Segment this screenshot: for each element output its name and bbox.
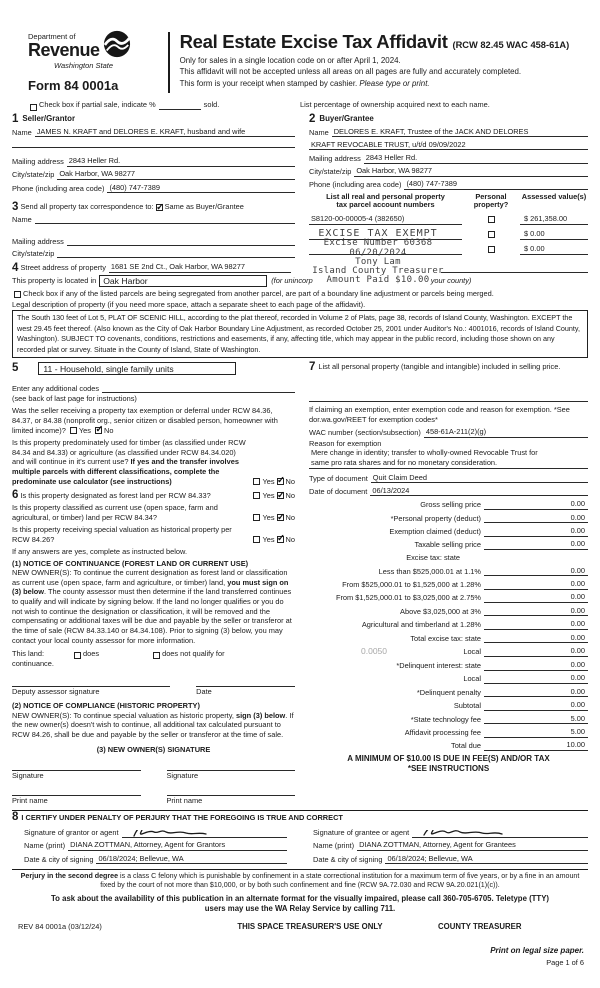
legal-description-box[interactable]: The South 130 feet of Lot 5, PLAT OF SCENIC HILL, according to the plat thereof, recorded in Volume 2 of Plats, page 38, records of Island County, Washington. EXCEPT the west 29.45 feet thereof. (Also known as the City of Oak Harbor Boundary Line Adjustment, as recorded October 25, 2001 under Auditor's No.: 4001016, records of Island County, Washington). SUBJECT TO covenants, conditions, restrictions and easements, if any, affecting title, which may appear in the public record, including those shown on any recorded plat or survey. Situate in the County of Island, State of Washington. xyxy=(12,310,588,358)
same-as-buyer-label: Same as Buyer/Grantee xyxy=(164,202,244,212)
dor-swirl-icon xyxy=(103,30,131,61)
deputy-date-line[interactable] xyxy=(196,678,295,687)
title-block xyxy=(180,30,570,95)
county-treasurer-label: COUNTY TREASURER xyxy=(438,921,522,931)
street-address-label: Street address of property xyxy=(20,263,106,273)
money-row: Above $3,025,000 at 3% 0.00 xyxy=(309,606,588,617)
header-note-3: This form is your receipt when stamped by cashier. Please type or print. xyxy=(179,79,430,89)
signature-caption: Signature xyxy=(12,771,44,781)
money-row: *Delinquent interest: state 0.00 xyxy=(309,660,588,671)
corr-name-field[interactable] xyxy=(35,216,295,224)
does-label: does xyxy=(83,649,100,659)
type-of-document-label: Type of document xyxy=(309,473,368,483)
section-8 xyxy=(12,810,588,864)
buyer-phone-field[interactable]: (480) 747-7389 xyxy=(404,179,588,190)
money-row: Subtotal 0.00 xyxy=(309,700,588,711)
grantee-name-print-field[interactable]: DIANA ZOTTMAN, Attorney, Agent for Grantees xyxy=(357,840,588,851)
current-use-no-checkbox[interactable] xyxy=(277,514,284,521)
notice-compliance-title: (2) NOTICE OF COMPLIANCE (HISTORIC PROPERTY) xyxy=(12,701,200,711)
section-7-number: 7 xyxy=(309,361,316,374)
if-yes-note: If any answers are yes, complete as instructed below. xyxy=(12,546,187,556)
personal-property-col-header: Personal property? xyxy=(473,191,509,210)
grantee-signing-block xyxy=(313,826,588,864)
money-row: From $525,000.01 to $1,525,000 at 1.28% 0.00 xyxy=(309,579,588,590)
deputy-date-label: Date xyxy=(196,687,212,697)
signature-caption: Signature xyxy=(166,771,199,781)
ownership-note: List percentage of ownership acquired next to each name. xyxy=(300,100,490,110)
subtotal-field[interactable]: 0.00 xyxy=(484,700,588,711)
seller-mailing-label: Mailing address xyxy=(12,157,64,167)
assessed-value-col-header: Assessed value(s) xyxy=(521,191,587,201)
does-not-qualify-checkbox[interactable] xyxy=(153,652,160,659)
parcel-col-header: List all real and personal property tax parcel account numbers xyxy=(326,191,445,210)
forest-no-checkbox[interactable] xyxy=(277,492,284,499)
owner-print-name-line-1[interactable] xyxy=(12,787,141,796)
correspondence-label: Send all property tax correspondence to: xyxy=(20,202,154,212)
money-row: *Personal property (deduct) 0.00 xyxy=(309,513,588,524)
grantor-signing-block xyxy=(12,826,287,864)
parcel-number-field[interactable]: S8120-00-00005-4 (382650) xyxy=(309,214,462,225)
personal-property-checkbox-1[interactable] xyxy=(488,216,495,223)
corr-city-label: City/state/zip xyxy=(12,248,55,258)
deferral-question: Was the seller receiving a property tax exemption or deferral under RCW 84.36, 84.37, or 84.38 (nonprofit org., senior citizen or disabled person, homeowner with limited income)? Yes ✓ No xyxy=(12,406,295,435)
seller-name-field-2[interactable] xyxy=(12,140,295,148)
same-as-buyer-checkbox[interactable] xyxy=(156,204,163,211)
dept-of-label: Department of xyxy=(28,32,76,42)
money-row: Total excise tax: state 0.00 xyxy=(309,633,588,644)
tier1-field[interactable]: 0.00 xyxy=(484,566,588,577)
notice-continuance-title: (1) NOTICE OF CONTINUANCE (FOREST LAND OR CURRENT USE) xyxy=(12,558,249,568)
assessed-value-field[interactable]: $ 0.00 xyxy=(520,244,588,255)
delinquent-interest-state-field[interactable]: 0.00 xyxy=(484,660,588,671)
assessed-value-field[interactable]: $ 261,358.00 xyxy=(520,214,588,225)
segregated-label: Check box if any of the listed parcels are being segregated from another parcel, are part of a boundary line adjustment or parcels being merged. xyxy=(23,288,494,298)
print-name-caption: Print name xyxy=(166,795,203,805)
grantee-date-city-field[interactable]: 06/18/2024; Bellevue, WA xyxy=(385,854,588,865)
personal-property-deduct-field[interactable]: 0.00 xyxy=(484,513,588,524)
stamp-amount-paid: Amount Paid $10.00 xyxy=(326,275,430,286)
money-row: *Delinquent penalty 0.00 xyxy=(309,687,588,698)
exemption-claimed-field[interactable]: 0.00 xyxy=(484,526,588,537)
print-legal-note: Print on legal size paper. xyxy=(490,946,584,955)
deputy-assessor-label: Deputy assessor signature xyxy=(12,687,100,697)
stamp-date: 06/20/2024 xyxy=(349,247,407,258)
deferral-no-checkbox[interactable] xyxy=(95,427,102,434)
tier3-field[interactable]: 0.00 xyxy=(484,592,588,603)
additional-codes-field[interactable] xyxy=(102,385,295,393)
seller-phone-label: Phone (including area code) xyxy=(12,183,105,193)
washington-state-label: Washington State xyxy=(54,60,114,70)
certify-statement: I CERTIFY UNDER PENALTY OF PERJURY THAT THE FOREGOING IS TRUE AND CORRECT xyxy=(21,813,343,823)
personal-property-list-field[interactable] xyxy=(309,394,588,402)
grantee-signature-label: Signature of grantee or agent xyxy=(313,828,410,838)
section-4-number: 4 xyxy=(12,261,19,274)
delinquent-penalty-field[interactable]: 0.00 xyxy=(484,687,588,698)
tier2-field[interactable]: 0.00 xyxy=(484,579,588,590)
money-row: Affidavit processing fee 5.00 xyxy=(309,727,588,738)
seller-phone-field[interactable]: (480) 747-7389 xyxy=(107,183,295,194)
corr-mailing-field[interactable] xyxy=(67,238,295,246)
land-use-code-box[interactable]: 11 - Household, single family units xyxy=(38,362,236,375)
parcel-row xyxy=(309,214,588,225)
exemption-note: If claiming an exemption, enter exemption code and reason for exemption. *See dor.wa.gov/REET for exemption codes* xyxy=(309,405,570,425)
seller-name-field[interactable]: JAMES N. KRAFT and DELORES E. KRAFT, husband and wife xyxy=(35,127,295,138)
wac-number-label: WAC number (section/subsection) xyxy=(309,428,421,438)
local-rate-ghost: 0.0050 xyxy=(361,646,387,657)
header-note-1: Only for sales in a single location code on or after April 1, 2024. xyxy=(179,55,401,65)
corr-mailing-label: Mailing address xyxy=(12,236,64,246)
seller-mailing-field[interactable]: 2843 Heller Rd. xyxy=(67,156,295,167)
located-in-box[interactable]: Oak Harbor xyxy=(99,275,267,287)
print-note-block xyxy=(490,946,584,968)
owner-print-name-line-2[interactable] xyxy=(167,787,296,796)
money-row: Local 0.00 xyxy=(309,673,588,684)
corr-name-label: Name xyxy=(12,214,32,224)
see-back-note: (see back of last page for instructions) xyxy=(12,394,137,404)
tier4-field[interactable]: 0.00 xyxy=(484,606,588,617)
header-divider xyxy=(168,32,170,93)
money-row: Gross selling price 0.00 xyxy=(309,499,588,510)
grantor-signature-field[interactable] xyxy=(122,830,288,838)
section-5-number: 5 xyxy=(12,362,19,375)
alternate-format-note: To ask about the availability of this publication in an alternate format for the visually impaired, please call 360-705-6705. Teletype (TTY) users may use the WA Relay Service by calling 711. xyxy=(51,893,549,913)
street-address-field[interactable]: 1681 SE 2nd Ct., Oak Harbor, WA 98277 xyxy=(109,262,291,273)
money-row: From $1,525,000.01 to $3,025,000 at 2.75% 0.00 xyxy=(309,592,588,603)
grantee-signature-field[interactable] xyxy=(412,830,588,838)
partial-sale-label: Check box if partial sale, indicate % xyxy=(39,100,156,110)
local-tax-row: 0.0050 Local 0.00 xyxy=(309,646,588,657)
seller-city-label: City/state/zip xyxy=(12,170,55,180)
unincorp-note-left: (for unincorp xyxy=(271,275,313,285)
historic-yes-checkbox[interactable] xyxy=(253,536,260,543)
state-technology-fee-field[interactable]: 5.00 xyxy=(484,714,588,725)
grantee-name-print-label: Name (print) xyxy=(313,841,355,851)
buyer-mailing-label: Mailing address xyxy=(309,153,361,163)
predominate-no-checkbox[interactable] xyxy=(277,478,284,485)
parcel-number-field[interactable] xyxy=(309,254,462,255)
partial-sale-row xyxy=(28,100,588,110)
date-of-document-label: Date of document xyxy=(309,486,368,496)
exemption-reason-line-1[interactable]: Mere change in identity; transfer to wholly-owned Revocable Trust for xyxy=(311,448,538,458)
see-instructions-note: *SEE INSTRUCTIONS xyxy=(407,764,490,774)
current-use-yes-checkbox[interactable] xyxy=(253,514,260,521)
section-2-number: 2 xyxy=(309,112,316,125)
seller-city-field[interactable]: Oak Harbor, WA 98277 xyxy=(57,169,295,180)
sold-label: sold. xyxy=(203,100,220,110)
owner-signature-line-1[interactable] xyxy=(12,762,141,771)
this-land-label: This land: xyxy=(12,649,45,659)
legal-description-label: Legal description of property (if you need more space, attach a separate sheet to each page of the affidavit). xyxy=(12,299,366,309)
date-of-document-field[interactable]: 06/13/2024 xyxy=(370,486,588,497)
footer xyxy=(12,869,588,932)
section-1-number: 1 xyxy=(12,112,19,125)
stamp-exempt-line: EXCISE TAX EXEMPT xyxy=(318,228,438,239)
rev-form-id: REV 84 0001a (03/12/24) xyxy=(18,921,102,931)
additional-codes-label: Enter any additional codes xyxy=(12,383,100,393)
partial-sale-checkbox[interactable] xyxy=(30,104,37,111)
continuance-label: continuance. xyxy=(12,658,54,668)
form-header xyxy=(12,30,588,95)
parcel-table-header xyxy=(309,193,588,210)
parcel-row xyxy=(309,244,588,255)
local-tax-field[interactable]: 0.00 xyxy=(484,646,588,657)
form-number: Form 84 0001a xyxy=(28,78,119,94)
notice-continuance-body: NEW OWNER(S): To continue the current designation as forest land or classification as current use (open space, farm and agriculture, or timber) land, you must sign on (3) below. The county assessor must then determine if the land transferred continues to qualify and will indicate by signing below. If the land no longer qualifies or you do not wish to continue the designation or classification, it will be removed and the compensating or additional taxes will be due and payable by the seller or transferor at the time of sale (RCW 84.33.140 or 84.34.108). Prior to signing (3) below, you may contact your local county assessor for more information. xyxy=(12,568,292,645)
new-owners-signature-title: (3) NEW OWNER(S) SIGNATURE xyxy=(96,744,211,754)
seller-name-label: Name xyxy=(12,127,32,137)
form-title: Real Estate Excise Tax Affidavit (RCW 82.45 WAC 458-61A) xyxy=(179,31,570,52)
stamp-treasurer-title: Island County Treasurer xyxy=(312,266,444,277)
dor-logo xyxy=(12,30,164,95)
located-in-label: This property is located in xyxy=(12,275,97,285)
section-7-excise-column xyxy=(309,362,588,805)
revenue-wordmark: Revenue xyxy=(28,40,100,61)
buyer-city-field[interactable]: Oak Harbor, WA 98277 xyxy=(354,166,588,177)
forest-yes-checkbox[interactable] xyxy=(253,492,260,499)
buyer-city-label: City/state/zip xyxy=(309,167,352,177)
exemption-reason-line-2[interactable]: same pro rata shares and for no monetary consideration. xyxy=(309,458,588,469)
type-of-document-field[interactable]: Quit Claim Deed xyxy=(371,473,588,484)
money-row: Agricultural and timberland at 1.28% 0.00 xyxy=(309,619,588,630)
deferral-yes-checkbox[interactable] xyxy=(70,427,77,434)
personal-property-checkbox-2[interactable] xyxy=(488,231,495,238)
treasurer-signature-line[interactable] xyxy=(441,265,588,273)
notice-compliance-body: NEW OWNER(S): To continue special valuation as historic property, sign (3) below. If the new owner(s) doesn't wish to continue, all additional tax calculated pursuant to RCW 84.26, shall be due and payable by the seller or transferor at the time of sale. xyxy=(12,710,294,739)
gross-selling-price-field[interactable]: 0.00 xyxy=(484,499,588,510)
predominate-use-question: Is this property predominately used for timber (as classified under RCW 84.34 and 84.33) or agriculture (as classified under RCW 84.34.020) and will continue in it's current use? If yes and the transfer involves multiple parcels with different classifications, complete the predominate use calculator (see instructions) Yes ✓ No xyxy=(12,438,295,486)
money-row: *State technology fee 5.00 xyxy=(309,714,588,725)
personal-property-intro: List all personal property (tangible and intangible) included in selling price. xyxy=(318,362,561,372)
does-qualify-checkbox[interactable] xyxy=(74,652,81,659)
section-2-title: Buyer/Grantee xyxy=(319,113,374,123)
header-note-2: This affidavit will not be accepted unless all areas on all pages are fully and accurately completed. xyxy=(179,67,522,77)
grantor-date-city-field[interactable]: 06/18/2024; Bellevue, WA xyxy=(96,854,287,865)
page-number: Page 1 of 6 xyxy=(546,958,584,968)
parcel-row xyxy=(309,229,588,240)
assessed-value-field[interactable]: $ 0.00 xyxy=(520,229,588,240)
section-6-number: 6 xyxy=(12,489,19,502)
unincorp-note-right: your county) xyxy=(430,275,472,285)
wac-number-field[interactable]: 458-61A-211(2)(g) xyxy=(424,427,588,438)
section-5-6-column xyxy=(12,362,295,805)
section-3-number: 3 xyxy=(12,200,19,213)
grantor-name-print-label: Name (print) xyxy=(24,841,66,851)
stamp-excise-number: Excise Number 60368 xyxy=(323,238,433,249)
corr-city-field[interactable] xyxy=(57,250,295,258)
grantor-signature-label: Signature of grantor or agent xyxy=(24,828,119,838)
money-row: Taxable selling price 0.00 xyxy=(309,539,588,550)
section-8-number: 8 xyxy=(12,811,19,824)
parcel-number-field[interactable] xyxy=(309,239,462,240)
money-row: Total due 10.00 xyxy=(309,740,588,751)
stamp-treasurer-name: Tony Lam xyxy=(355,256,401,267)
historic-no-checkbox[interactable] xyxy=(277,536,284,543)
grantee-signature-image xyxy=(418,830,514,838)
owner-signature-line-2[interactable] xyxy=(167,762,296,771)
buyer-mailing-field[interactable]: 2843 Heller Rd. xyxy=(364,153,588,164)
total-state-excise-field[interactable]: 0.00 xyxy=(484,633,588,644)
buyer-name-label: Name xyxy=(309,127,329,137)
grantor-date-city-label: Date & city of signing xyxy=(24,854,94,864)
section-1-title: Seller/Grantor xyxy=(22,113,76,123)
treasurer-use-label: THIS SPACE TREASURER'S USE ONLY xyxy=(237,921,383,931)
grantor-signature-image xyxy=(128,830,224,838)
reason-for-exemption-label: Reason for exemption xyxy=(309,438,382,448)
historic-question: Is this property receiving special valuation as historical property per RCW 84.26? Yes ✓ No xyxy=(12,525,295,544)
print-name-caption: Print name xyxy=(12,795,48,805)
rcw-reference: (RCW 82.45 WAC 458-61A) xyxy=(452,40,570,50)
personal-property-checkbox-3[interactable] xyxy=(488,246,495,253)
section-4 xyxy=(12,262,588,358)
money-row: Less than $525,000.01 at 1.1% 0.00 xyxy=(309,566,588,577)
buyer-name-field[interactable]: DELORES E. KRAFT, Trustee of the JACK AND DELORES xyxy=(332,127,588,138)
total-due-field[interactable]: 10.00 xyxy=(484,740,588,751)
money-row: Exemption claimed (deduct) 0.00 xyxy=(309,526,588,537)
buyer-name-field-2[interactable]: KRAFT REVOCABLE TRUST, u/t/d 09/09/2022 xyxy=(309,140,588,151)
minimum-due-note: A MINIMUM OF $10.00 IS DUE IN FEE(S) AND/OR TAX xyxy=(347,754,550,764)
forest-land-question: 6 Is this property designated as forest land per RCW 84.33? Yes ✓ No xyxy=(12,490,295,501)
segregated-checkbox[interactable] xyxy=(14,291,21,298)
predominate-yes-checkbox[interactable] xyxy=(253,478,260,485)
perjury-statement: Perjury in the second degree is a class C felony which is punishable by confinement in a state correctional institution for a maximum term of five years, or by a fine in an amount fixed by the court of not more than $10,000, or by both such confinement and fine (RCW 9A.72.030 and RCW 9A.20.021(1)(c)). xyxy=(20,872,580,890)
buyer-phone-label: Phone (including area code) xyxy=(309,180,402,190)
taxable-selling-price-field[interactable]: 0.00 xyxy=(484,539,588,550)
grantor-name-print-field[interactable]: DIANA ZOTTMAN, Attorney, Agent for Grantors xyxy=(68,840,287,851)
grantee-date-city-label: Date & city of signing xyxy=(313,854,383,864)
does-not-label: does not qualify for xyxy=(162,649,225,659)
delinquent-interest-local-field[interactable]: 0.00 xyxy=(484,673,588,684)
excise-tax-state-header: Excise tax: state xyxy=(406,553,460,563)
section-1-3-column xyxy=(12,110,295,259)
section-2-parcels-column xyxy=(309,110,588,259)
agricultural-field[interactable]: 0.00 xyxy=(484,619,588,630)
current-use-question: Is this property classified as current use (open space, farm and agricultural, or timber) land per RCW 84.34? Yes ✓ No xyxy=(12,503,295,522)
affidavit-processing-fee-field[interactable]: 5.00 xyxy=(484,727,588,738)
deputy-assessor-signature-line[interactable] xyxy=(12,678,170,687)
